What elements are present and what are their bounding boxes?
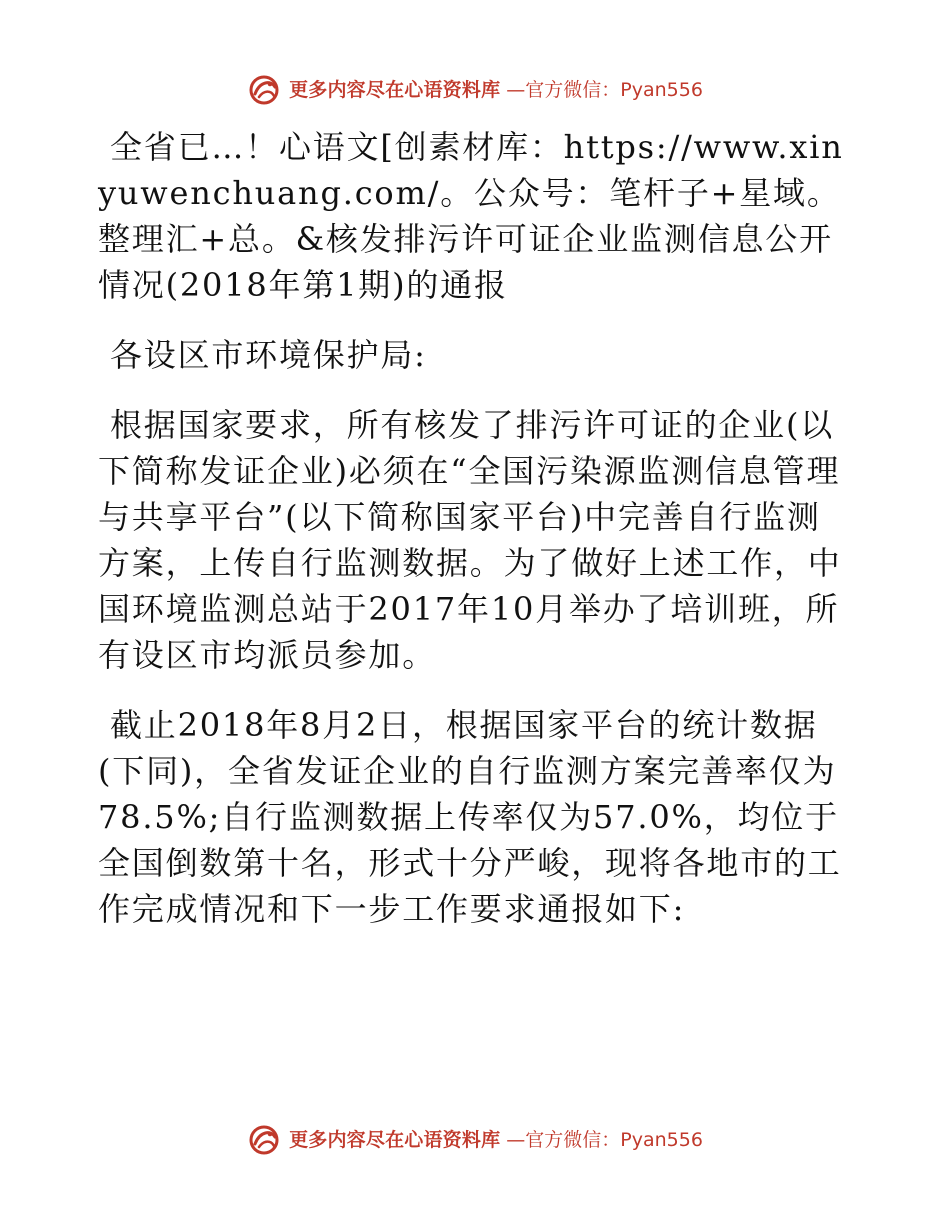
watermark-main-text: 更多内容尽在心语资料库 [289,1128,501,1151]
watermark-main-text: 更多内容尽在心语资料库 [289,78,501,101]
watermark-footer [0,1122,950,1158]
watermark-header [0,72,950,108]
watermark-sub-text: —官方微信：Pyan556 [506,1128,703,1151]
document-body [98,124,852,956]
background-paragraph: 根据国家要求，所有核发了排污许可证的企业(以下简称发证企业)必须在“全国污染源监测信息管理与共享平台”(以下简称国家平台)中完善自行监测方案，上传自行监测数据。为了做好上述工作，中国环境监测总站于2017年10月举办了培训班，所有设区市均派员参加。 [98,406,842,674]
addressee-paragraph: 各设区市环境保护局: [98,336,427,374]
brand-logo-icon [247,1122,283,1158]
document-title-paragraph: 全省已…！心语文[创素材库：https://www.xinyuwenchuang.com/。公众号：笔杆子+星域。整理汇+总。&核发排污许可证企业监测信息公开情况(2018年第1期)的通报 [98,128,844,304]
status-paragraph: 截止2018年8月2日，根据国家平台的统计数据(下同)，全省发证企业的自行监测方案完善率仅为78.5%;自行监测数据上传率仅为57.0%，均位于全国倒数第十名，形式十分严峻，现将各地市的工作完成情况和下一步工作要求通报如下: [98,706,842,928]
brand-logo-icon [247,72,283,108]
watermark-sub-text: —官方微信：Pyan556 [506,78,703,101]
